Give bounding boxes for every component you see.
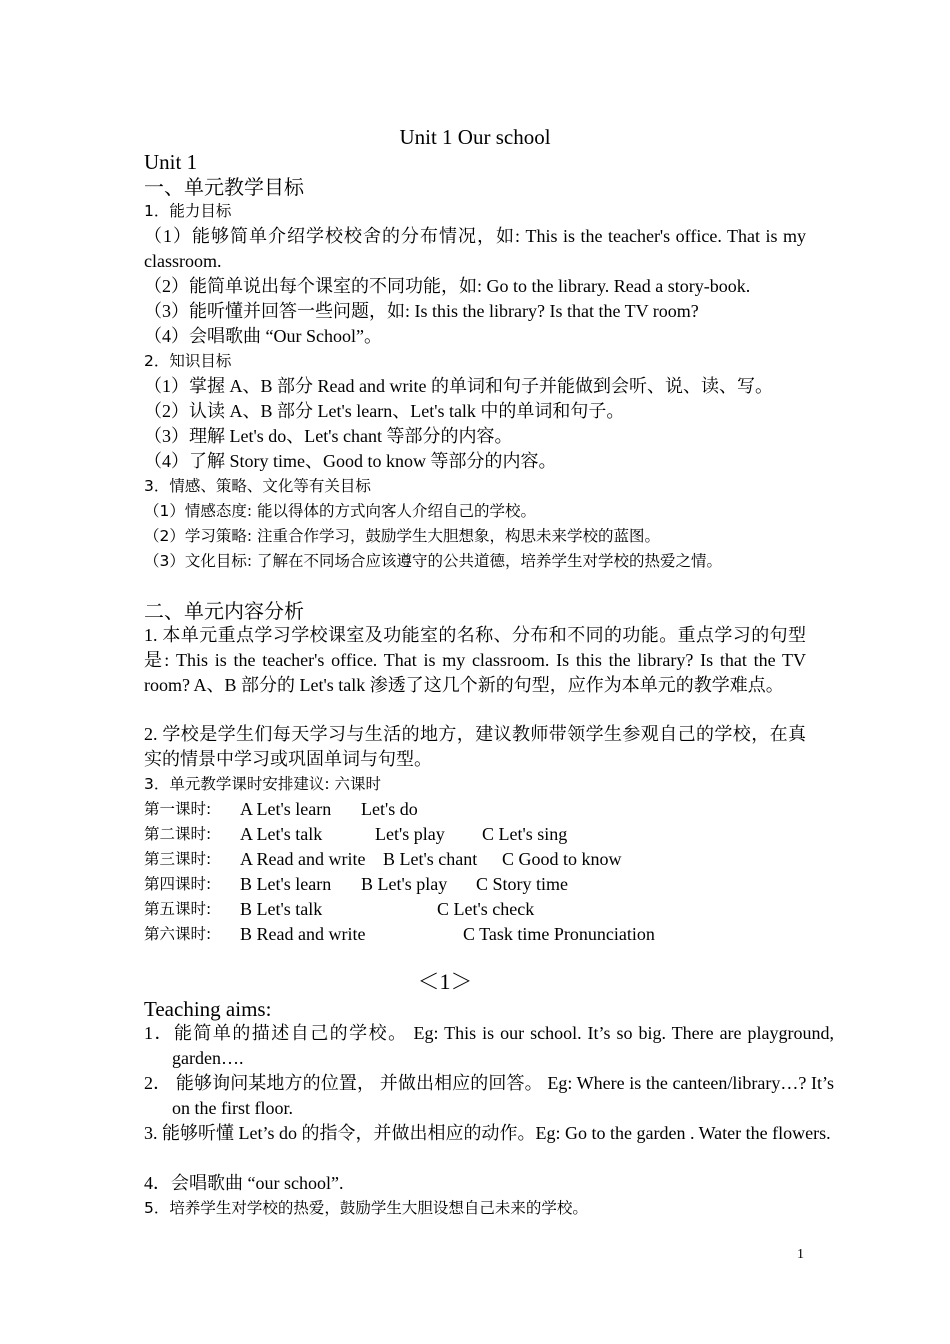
section-heading-objectives: 一、单元教学目标 (144, 175, 304, 199)
schedule-item: A Let's learn (240, 799, 332, 819)
emotion-item-1: （1）情感态度: 能以得体的方式向客人介绍自己的学校。 (144, 502, 537, 520)
knowledge-item-2: （2）认读 A、B 部分 Let's learn、Let's talk 中的单词和句子。 (144, 401, 625, 421)
document-title: Unit 1 Our school (399, 125, 551, 149)
aim-text: 能够听懂 Let’s do 的指令，并做出相应的动作。Eg: Go to the garden . Water the flowers. (157, 1123, 831, 1143)
unit-label: Unit 1 (144, 150, 198, 174)
knowledge-item-3: （3）理解 Let's do、Let's chant 等部分的内容。 (144, 426, 513, 446)
aim-number: 2． (144, 1073, 172, 1093)
schedule-item: Let's play (375, 824, 445, 844)
schedule-item: Let's do (361, 799, 418, 819)
schedule-item: C Story time (476, 874, 569, 894)
knowledge-item-1: （1）掌握 A、B 部分 Read and write 的单词和句子并能做到会听、说、读、写。 (144, 376, 773, 396)
schedule-item: A Read and write (240, 849, 366, 869)
schedule-item: C Let's sing (482, 824, 568, 844)
teaching-aim-item (144, 1196, 806, 1221)
emotion-heading: 3．情感、策略、文化等有关目标 (144, 477, 371, 495)
ability-item-1: （1）能够简单介绍学校校舍的分布情况，如: This is the teacher's office. That is my classroom. (144, 226, 806, 271)
aim-number: 4． (144, 1173, 171, 1193)
schedule-item: C Let's check (437, 899, 535, 919)
aim-text: 能够询问某地方的位置， 并做出相应的回答。 Eg: Where is the canteen/library…? It’s on the first floor. (171, 1073, 834, 1118)
aim-number: 5． (144, 1199, 170, 1217)
aim-number: 1． (144, 1023, 174, 1043)
emotion-item-2: （2）学习策略: 注重合作学习，鼓励学生大胆想象，构思未来学校的蓝图。 (144, 527, 661, 545)
teaching-aim-item (144, 1121, 834, 1146)
teaching-aims-heading: Teaching aims: (144, 997, 272, 1021)
schedule-label: 第五课时: (144, 900, 212, 918)
analysis-paragraph-1: 1. 本单元重点学习学校课室及功能室的名称、分布和不同的功能。重点学习的句型是: This is the teacher's office. That is my classroom. Is this the library? Is that the TV room? A、B 部分的 Let's talk 渗透了这几个新的句型，应作为本单元的教学难点。 (144, 625, 806, 695)
aim-text: 会唱歌曲 “our school”. (171, 1173, 344, 1193)
schedule-label: 第四课时: (144, 875, 212, 893)
schedule-row (144, 922, 806, 947)
schedule-item: B Read and write (240, 924, 366, 944)
ability-heading: 1．能力目标 (144, 202, 232, 220)
schedule-row (144, 847, 806, 872)
schedule-row (144, 897, 806, 922)
aim-text: 能简单的描述自己的学校。 Eg: This is our school. It’s so big. There are playground, garden…. (172, 1023, 834, 1068)
schedule-item: B Let's chant (383, 849, 478, 869)
schedule-item: B Let's play (361, 874, 448, 894)
emotion-item-3: （3）文化目标: 了解在不同场合应该遵守的公共道德，培养学生对学校的热爱之情。 (144, 552, 723, 570)
schedule-item: B Let's talk (240, 899, 323, 919)
schedule-label: 第二课时: (144, 825, 212, 843)
schedule-label: 第一课时: (144, 800, 212, 818)
analysis-paragraph-3: 3．单元教学课时安排建议: 六课时 (144, 775, 382, 793)
schedule-label: 第六课时: (144, 925, 212, 943)
schedule-label: 第三课时: (144, 850, 212, 868)
teaching-aim-item (144, 1071, 834, 1121)
schedule-row (144, 822, 806, 847)
schedule-row (144, 872, 806, 897)
analysis-paragraph-2: 2. 学校是学生们每天学习与生活的地方，建议教师带领学生参观自己的学校，在真实的情景中学习或巩固单词与句型。 (144, 724, 806, 769)
knowledge-item-4: （4）了解 Story time、Good to know 等部分的内容。 (144, 451, 557, 471)
knowledge-heading: 2．知识目标 (144, 352, 232, 370)
ability-item-2: （2）能简单说出每个课室的不同功能，如: Go to the library. Read a story-book. (144, 276, 751, 296)
teaching-aim-item (144, 1021, 834, 1071)
schedule-row (144, 797, 806, 822)
teaching-aim-item (144, 1171, 806, 1196)
schedule-item: B Let's learn (240, 874, 332, 894)
ability-item-4: （4）会唱歌曲 “Our School”。 (144, 326, 382, 346)
aim-text: 培养学生对学校的热爱，鼓励学生大胆设想自己未来的学校。 (169, 1199, 588, 1217)
lesson-number: ＜1＞ (417, 969, 473, 994)
schedule-item: C Good to know (502, 849, 622, 869)
page-number: 1 (797, 1247, 804, 1262)
ability-item-3: （3）能听懂并回答一些问题，如: Is this the library? Is that the TV room? (144, 301, 699, 321)
schedule-item: A Let's talk (240, 824, 323, 844)
schedule-item: C Task time Pronunciation (463, 924, 655, 944)
aim-number: 3. (144, 1123, 158, 1143)
section-heading-analysis: 二、单元内容分析 (144, 599, 304, 623)
